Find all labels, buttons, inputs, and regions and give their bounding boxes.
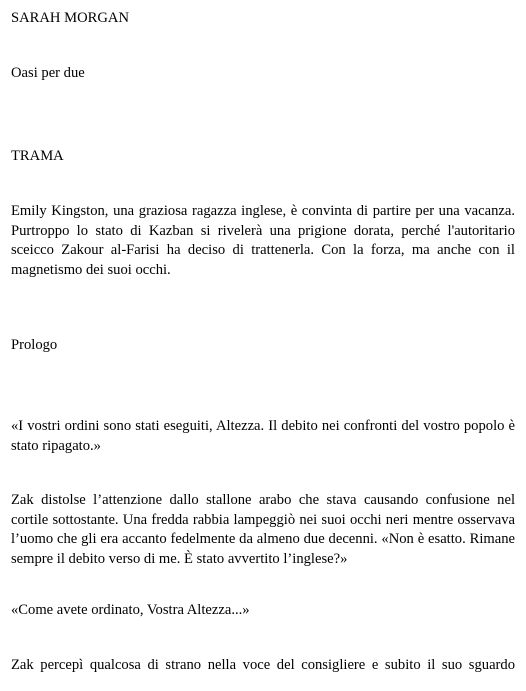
body-paragraph-2: Zak distolse l’attenzione dallo stallone arabo che stava causando confusione nel cortile sottostante. Una fredda rabbia lampeggiò nei suoi occhi neri mentre osservava l’uomo che gli era accanto fedelmente da almeno due decenni. «Non è esatto. Rimane sempre il debito verso di me. È stato avvertito l’inglese?» [11,492,515,567]
author-name: SARAH MORGAN [11,10,129,26]
body-paragraph-1: «I vostri ordini sono stati eseguiti, Altezza. Il debito nei confronti del vostro popolo è stato ripagato.» [11,418,515,454]
prologue-heading: Prologo [11,337,58,353]
plot-paragraph: Emily Kingston, una graziosa ragazza inglese, è convinta di partire per una vacanza. Purtroppo lo stato di Kazban si rivelerà una prigione dorata, perché l'autoritario sceicco Zakour al-Farisi ha deciso di trattenerla. Con la forza, ma anche con il magnetismo dei suoi occhi. [11,203,515,278]
body-paragraph-3: «Come avete ordinato, Vostra Altezza...» [11,602,250,618]
book-title: Oasi per due [11,65,85,81]
body-paragraph-4: Zak percepì qualcosa di strano nella voce del consigliere e subito il suo sguardo [11,657,515,673]
plot-heading: TRAMA [11,148,64,164]
